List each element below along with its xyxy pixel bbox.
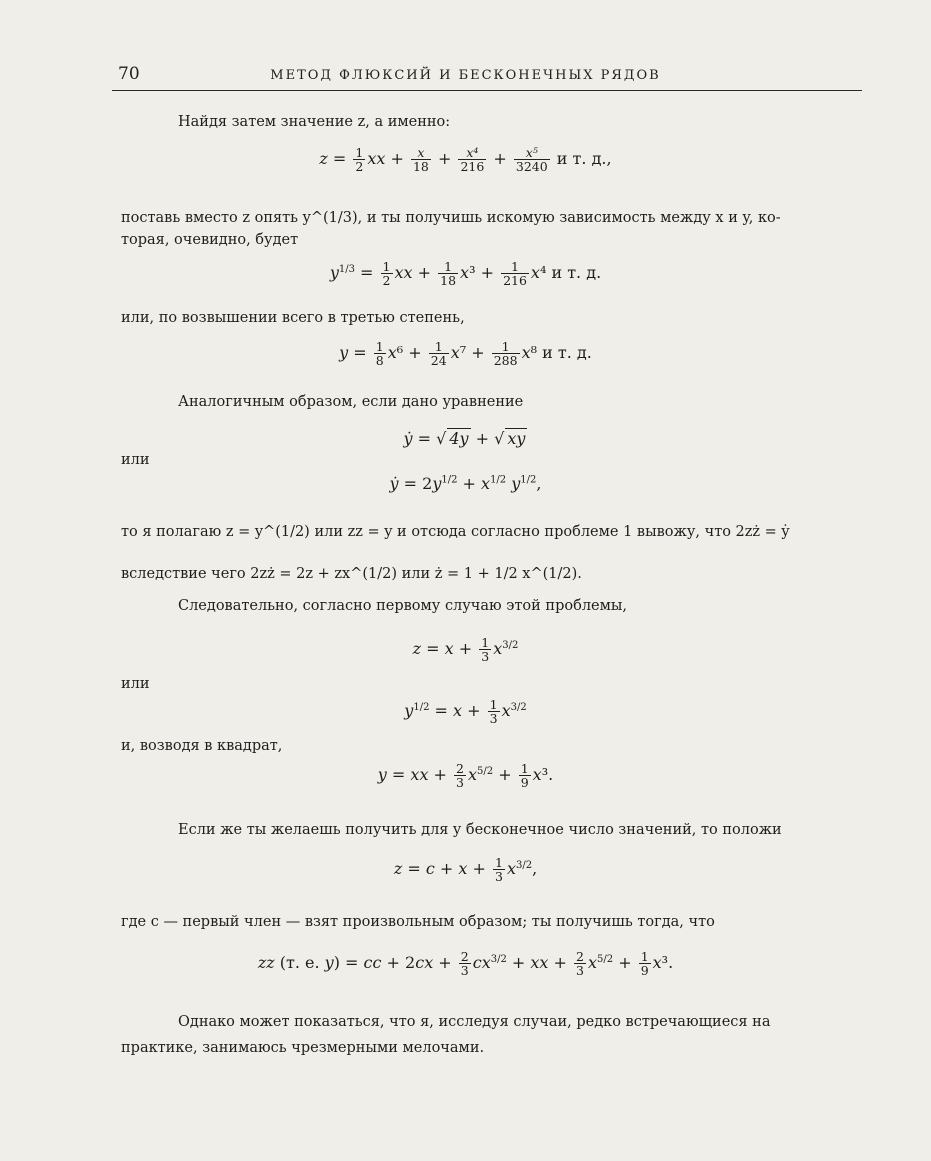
equation-7: $y^{1/2} = x$ + $\frac{1}{3}$ $x^{3/2}$ [404, 697, 527, 727]
paragraph-1: Найдя затем значение z, а именно: [178, 114, 451, 130]
equation-1: z = $\frac{1}{2}$ xx + $\frac{x}{18}$ + $\frac{\text{x⁴}}{216}$ + $\frac{\text{x⁵}}{3240}$ и т. д., [319, 145, 612, 175]
equation-3: y = $\frac{1}{8}$ x⁶ + $\frac{1}{24}$ x⁷ + $\frac{1}{288}$ x⁸ и т. д. [339, 339, 592, 369]
page-number: 70 [118, 64, 140, 84]
paragraph-2a: поставь вместо z опять y^(1/3), и ты получишь искомую зависимость между x и y, ко- [121, 210, 781, 226]
paragraph-2b: торая, очевидно, будет [121, 232, 299, 248]
equation-4: ẏ = √ 4y + √ xy [403, 429, 526, 448]
paragraph-9: Если же ты желаешь получить для y бесконечное число значений, то положи [178, 822, 782, 838]
equation-9: z = c + x + $\frac{1}{3}$ $x^{3/2}$, [393, 855, 538, 885]
or-2: или [121, 676, 150, 692]
running-title: МЕТОД ФЛЮКСИЙ И БЕСКОНЕЧНЫХ РЯДОВ [270, 68, 661, 83]
or-1: или [121, 452, 150, 468]
equation-8: y = xx + $\frac{2}{3}$ $x^{5/2}$ + $\frac{1}{9}$ x³. [377, 761, 554, 791]
equation-5: ẏ = $2y^{1/2} + x^{1/2}$ $y^{1/2}$, [389, 474, 542, 493]
paragraph-8: и, возводя в квадрат, [121, 738, 283, 754]
equation-2: $y^{1/3}$ = $\frac{1}{2}$ xx + $\frac{1}{18}$ x³ + $\frac{1}{216}$ x⁴ и т. д. [329, 259, 602, 289]
paragraph-10: где c — первый член — взят произвольным образом; ты получишь тогда, что [121, 914, 715, 930]
equation-6: z = x + $\frac{1}{3}$ $x^{3/2}$ [412, 635, 519, 665]
paragraph-6: вследствие чего 2zż = 2z + zx^(1/2) или ż = 1 + 1/2 x^(1/2). [121, 566, 582, 582]
paragraph-7: Следовательно, согласно первому случаю этой проблемы, [178, 598, 628, 614]
header-rule [112, 90, 862, 91]
paragraph-4: Аналогичным образом, если дано уравнение [178, 394, 524, 410]
paragraph-3: или, по возвышении всего в третью степень, [121, 310, 465, 326]
equation-10: zz (т. е. y) = cc + 2cx + $\frac{2}{3}$ $cx^{3/2}$ + xx + $\frac{2}{3}$ $x^{5/2}$ + $\frac{1}{9}$ x³. [257, 949, 674, 979]
paragraph-11b: практике, занимаюсь чрезмерными мелочами. [121, 1040, 485, 1056]
paragraph-11a: Однако может показаться, что я, исследуя случаи, редко встречающиеся на [178, 1014, 771, 1030]
paragraph-5: то я полагаю z = y^(1/2) или zz = y и отсюда согласно проблеме 1 вывожу, что 2zż = ẏ [121, 524, 790, 540]
